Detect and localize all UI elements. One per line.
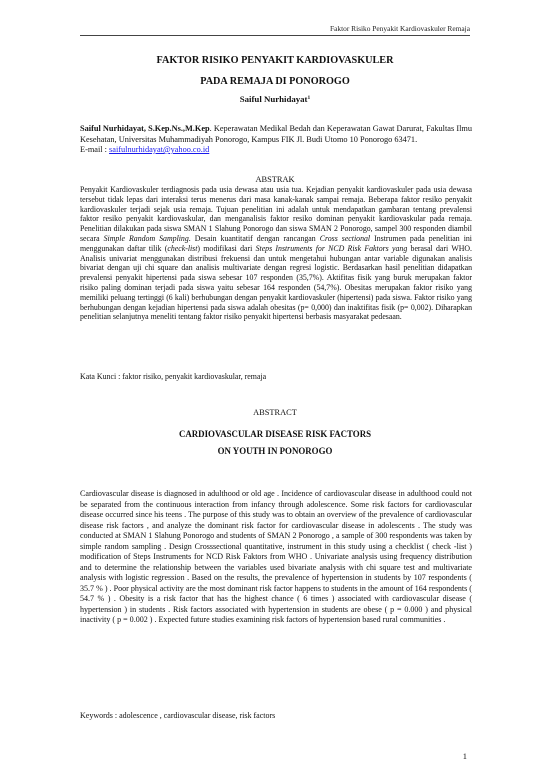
email-link[interactable]: saifulnurhidayat@yahoo.co.id [109,145,210,154]
paper-title-line-1: FAKTOR RISIKO PENYAKIT KARDIOVASKULER [156,55,394,66]
abstrak-text-3: Instrumen pada penelitian ini menggunakan daftar tilik ( [80,233,472,253]
abstrak-emphasis-2: Cross sectional [319,233,371,243]
abstrak-text-4: ) modifikasi dari [197,243,256,253]
header-rule [80,35,470,36]
author-name: Saiful Nurhidayat [239,94,308,104]
running-header: Faktor Risiko Penyakit Kardiovaskuler Remaja [330,24,470,33]
author-line [80,94,470,104]
page-number: 1 [462,751,467,761]
abstrak-text-5: berasal dari WHO. Analisis univariat menggunakan distribusi frekuensi dan untuk mengetahui hubungan antar variable digunakan analisis bivariat dengan uji chi square dan analisis multivariate dengan regresi logistic. Berdasarkan hasil penelitian didapatkan prevalensi penyakit hipertensi pada siswa sebesar 107 responden (35,7%). Aktifitas fisik yang buruk merupakan faktor risiko paling dominan terjadi pada siswa yaitu sebesar 164 responden (54,7%). Obesitas merupakan faktor risiko yang memiliki peluang tertinggi (6 kali) berhubungan dengan penyakit kardiovaskuler (hipertensi) pada siswa. Faktor risiko yang berhubungan dengan kejadian hipertensi pada siswa adalah obesitas (p= 0,000) dan inaktifitas fisik (p= 0,002). Diharapkan penelitian selanjutnya meneliti tentang faktor risiko penyakit hipertensi berbasis masyarakat pedesaan. [80,243,473,322]
abstrak-emphasis-1: Simple Random Sampling [103,233,189,243]
abstrak-text-2: . Desain kuantitatif dengan rancangan [188,233,320,243]
abstrak-text-1: Penyakit Kardiovaskuler terdiagnosis pada usia dewasa atau usia tua. Kejadian penyakit kardiovaskuler pada usia dewasa tersebut tidak lepas dari interaksi terus menerus dari masa kanak-kanak sampai remaja. Beberapa faktor resiko penyakit kardiovaskuler terjadi sejak usia remaja. Tujuan penelitian ini adalah untuk mendapatkan gambaran tentang prevalensi faktor resiko penyakit kardiovaskular, dan menganalisis faktor resiko dominan penyakit kardiovaskular pada remaja. Penelitian dilakukan pada siswa SMAN 1 Slahung Ponorogo dan siswa SMAN 2 Ponorogo, sampel 300 responden diambil secara [80,185,472,243]
english-title-line-2: ON YOUTH IN PONOROGO [217,446,333,456]
paper-title-line-2: PADA REMAJA DI PONOROGO [200,76,350,87]
abstract-heading: ABSTRACT [253,408,297,417]
email-label: E-mail : [80,145,110,154]
keywords: Keywords : adolescence , cardiovascular disease, risk factors [80,711,276,720]
abstrak-heading: ABSTRAK [255,175,295,184]
abstrak-body [80,185,472,322]
english-title-line-1: CARDIOVASCULAR DISEASE RISK FACTORS [178,429,372,439]
abstrak-emphasis-4: Steps Instruments for NCD Risk Faktors yang [255,243,408,253]
affiliation-author-name: Saiful Nurhidayat, S.Kep.Ns.,M.Kep [80,124,210,133]
author-superscript: 1 [307,95,311,101]
kata-kunci: Kata Kunci : faktor risiko, penyakit kardiovaskular, remaja [80,372,267,381]
affiliation-block [80,124,472,156]
affiliation-text: . Keperawatan Medikal Bedah dan Keperawatan Gawat Darurat, Fakultas Ilmu Kesehatan, Universitas Muhammadiyah Ponorogo, Kampus FIK Jl. Budi Utomo 10 Ponorogo 63471. [80,124,472,144]
abstrak-emphasis-3: check-list [167,243,198,253]
abstract-body: Cardiovascular disease is diagnosed in adulthood or old age . Incidence of cardiovascular disease in adulthood could not be separated from the continuous interaction from infancy through adolescence. Some risk factors for cardiovascular disease occurred since his teens . The purpose of this study was to obtain an overview of the prevalence of cardiovascular disease risk factors , and analyze the dominant risk factor for cardiovascular disease in adolescents . The study was conducted at SMAN 1 Slahung Ponorogo and students of SMAN 2 Ponorogo , a sample of 300 respondents was taken by simple random sampling . Design Crosssectional quantitative, instrument in this study using a checklist ( check -list ) modification of Steps Instruments for NCD Risk Faktors from WHO . Univariate analysis using frequency distribution and to determine the relationship between the variables used bivariate analysis with chi square test and multivariate analysis with logistic regression . Based on the results, the prevalence of hypertension in students by 107 respondents ( 35.7 % ) . Poor physical activity are the most dominant risk factor happens to students in the amount of 164 respondents ( 54.7 % ) . Obesity is a risk factor that has the highest chance ( 6 times ) associated with cardiovascular disease ( hypertension ) in students . Risk factors associated with hypertension in students are obese ( p = 0.000 ) and physical inactivity ( p = 0.002 ) . Expected future studies examining risk factors of hypertension based rural communities . [80,489,472,624]
